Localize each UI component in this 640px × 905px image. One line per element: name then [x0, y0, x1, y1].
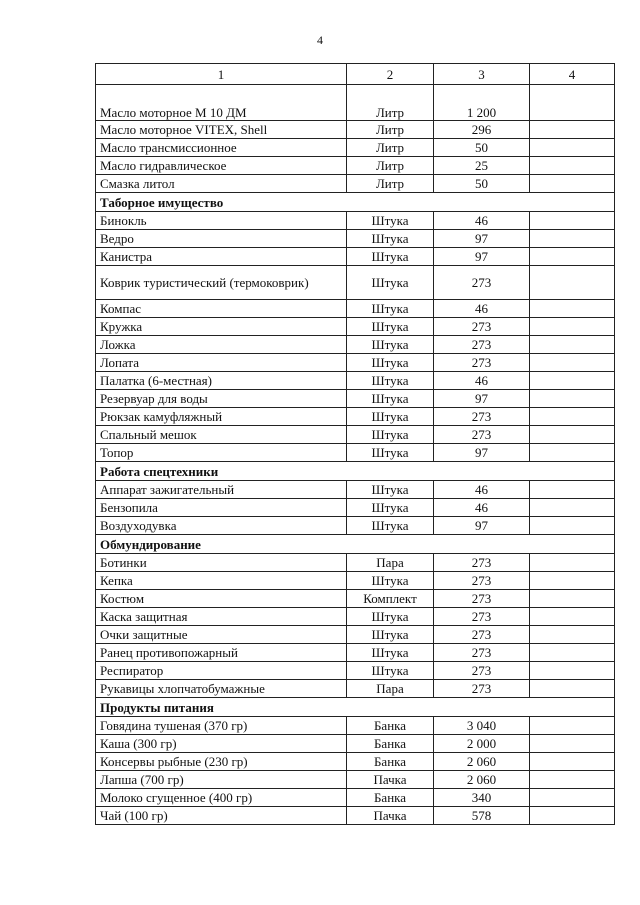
table-row — [96, 626, 615, 644]
item-unit-cell: Банка — [347, 717, 434, 735]
item-unit-cell: Литр — [347, 175, 434, 193]
item-unit-cell: Штука — [347, 372, 434, 390]
table-row — [96, 662, 615, 680]
item-unit-cell: Литр — [347, 121, 434, 139]
item-unit-cell: Пара — [347, 554, 434, 572]
table-row — [96, 121, 615, 139]
item-unit-cell: Штука — [347, 499, 434, 517]
item-unit-cell: Штука — [347, 212, 434, 230]
item-name-cell: Респиратор — [96, 662, 347, 680]
table-row — [96, 444, 615, 462]
item-name-cell: Компас — [96, 300, 347, 318]
item-unit-cell: Штука — [347, 572, 434, 590]
item-quantity-cell: 1 200 — [434, 85, 530, 121]
item-quantity-cell: 46 — [434, 372, 530, 390]
table-row — [96, 789, 615, 807]
item-unit-cell: Штука — [347, 444, 434, 462]
item-unit-cell: Комплект — [347, 590, 434, 608]
item-note-cell — [530, 499, 615, 517]
table-row — [96, 230, 615, 248]
item-note-cell — [530, 300, 615, 318]
item-name-cell: Ранец противопожарный — [96, 644, 347, 662]
item-quantity-cell: 273 — [434, 354, 530, 372]
item-note-cell — [530, 230, 615, 248]
item-unit-cell: Штука — [347, 390, 434, 408]
table-row — [96, 753, 615, 771]
item-unit-cell: Пара — [347, 680, 434, 698]
item-unit-cell: Штука — [347, 230, 434, 248]
item-note-cell — [530, 662, 615, 680]
item-name-cell: Ведро — [96, 230, 347, 248]
item-note-cell — [530, 372, 615, 390]
section-row — [96, 535, 615, 554]
item-name-cell: Каска защитная — [96, 608, 347, 626]
item-unit-cell: Штука — [347, 662, 434, 680]
item-name-cell: Кружка — [96, 318, 347, 336]
item-name-cell: Лопата — [96, 354, 347, 372]
item-unit-cell: Штука — [347, 517, 434, 535]
item-quantity-cell: 2 060 — [434, 771, 530, 789]
table-row — [96, 771, 615, 789]
table-row — [96, 318, 615, 336]
section-row — [96, 193, 615, 212]
item-quantity-cell: 97 — [434, 444, 530, 462]
table-row — [96, 735, 615, 753]
item-note-cell — [530, 426, 615, 444]
item-note-cell — [530, 139, 615, 157]
item-quantity-cell: 97 — [434, 230, 530, 248]
item-note-cell — [530, 408, 615, 426]
section-row — [96, 462, 615, 481]
item-unit-cell: Штука — [347, 608, 434, 626]
item-unit-cell: Литр — [347, 157, 434, 175]
item-name-cell: Лапша (700 гр) — [96, 771, 347, 789]
item-note-cell — [530, 248, 615, 266]
item-quantity-cell: 340 — [434, 789, 530, 807]
item-quantity-cell: 273 — [434, 590, 530, 608]
item-name-cell: Чай (100 гр) — [96, 807, 347, 825]
item-unit-cell: Штука — [347, 644, 434, 662]
section-title: Обмундирование — [96, 535, 615, 554]
item-note-cell — [530, 572, 615, 590]
item-note-cell — [530, 121, 615, 139]
item-quantity-cell: 273 — [434, 266, 530, 300]
section-title: Работа спецтехники — [96, 462, 615, 481]
item-quantity-cell: 273 — [434, 680, 530, 698]
table-row — [96, 608, 615, 626]
item-note-cell — [530, 789, 615, 807]
item-note-cell — [530, 175, 615, 193]
item-quantity-cell: 97 — [434, 248, 530, 266]
item-name-cell: Смазка литол — [96, 175, 347, 193]
table-row — [96, 554, 615, 572]
item-note-cell — [530, 517, 615, 535]
column-header-3: 3 — [434, 64, 530, 85]
item-name-cell: Палатка (6-местная) — [96, 372, 347, 390]
item-quantity-cell: 273 — [434, 318, 530, 336]
table-row — [96, 248, 615, 266]
item-name-cell: Рукавицы хлопчатобумажные — [96, 680, 347, 698]
table-row — [96, 300, 615, 318]
item-name-cell: Масло моторное М 10 ДМ — [96, 85, 347, 121]
item-note-cell — [530, 608, 615, 626]
section-title: Продукты питания — [96, 698, 615, 717]
item-name-cell: Канистра — [96, 248, 347, 266]
item-name-cell: Бинокль — [96, 212, 347, 230]
item-unit-cell: Штука — [347, 354, 434, 372]
column-header-4: 4 — [530, 64, 615, 85]
section-title: Таборное имущество — [96, 193, 615, 212]
table-row — [96, 590, 615, 608]
item-unit-cell: Банка — [347, 789, 434, 807]
item-note-cell — [530, 807, 615, 825]
item-name-cell: Консервы рыбные (230 гр) — [96, 753, 347, 771]
table-body — [96, 64, 615, 825]
item-name-cell: Кепка — [96, 572, 347, 590]
item-quantity-cell: 46 — [434, 481, 530, 499]
item-note-cell — [530, 644, 615, 662]
item-name-cell: Аппарат зажигательный — [96, 481, 347, 499]
item-note-cell — [530, 753, 615, 771]
item-quantity-cell: 273 — [434, 644, 530, 662]
table-row — [96, 372, 615, 390]
item-unit-cell: Литр — [347, 85, 434, 121]
item-note-cell — [530, 390, 615, 408]
table-row — [96, 481, 615, 499]
item-quantity-cell: 46 — [434, 499, 530, 517]
item-name-cell: Ложка — [96, 336, 347, 354]
item-unit-cell: Банка — [347, 735, 434, 753]
item-name-cell: Рюкзак камуфляжный — [96, 408, 347, 426]
item-note-cell — [530, 444, 615, 462]
table-row — [96, 517, 615, 535]
table-row — [96, 212, 615, 230]
item-quantity-cell: 2 000 — [434, 735, 530, 753]
table-row — [96, 139, 615, 157]
item-name-cell: Ботинки — [96, 554, 347, 572]
item-quantity-cell: 273 — [434, 662, 530, 680]
item-name-cell: Коврик туристический (термоковрик) — [96, 266, 347, 300]
item-name-cell: Бензопила — [96, 499, 347, 517]
item-quantity-cell: 46 — [434, 212, 530, 230]
item-note-cell — [530, 735, 615, 753]
item-quantity-cell: 296 — [434, 121, 530, 139]
item-quantity-cell: 578 — [434, 807, 530, 825]
item-name-cell: Масло трансмиссионное — [96, 139, 347, 157]
item-unit-cell: Пачка — [347, 807, 434, 825]
table-row — [96, 680, 615, 698]
item-note-cell — [530, 626, 615, 644]
item-unit-cell: Штука — [347, 318, 434, 336]
item-unit-cell: Штука — [347, 481, 434, 499]
item-quantity-cell: 2 060 — [434, 753, 530, 771]
table-row — [96, 266, 615, 300]
item-unit-cell: Штука — [347, 248, 434, 266]
table-row — [96, 175, 615, 193]
item-note-cell — [530, 354, 615, 372]
table-row — [96, 644, 615, 662]
item-quantity-cell: 97 — [434, 390, 530, 408]
page-number: 4 — [317, 33, 323, 47]
item-quantity-cell: 273 — [434, 608, 530, 626]
column-header-1: 1 — [96, 64, 347, 85]
item-unit-cell: Штука — [347, 408, 434, 426]
item-name-cell: Молоко сгущенное (400 гр) — [96, 789, 347, 807]
table-row — [96, 354, 615, 372]
table-row — [96, 408, 615, 426]
table-row — [96, 807, 615, 825]
item-quantity-cell: 97 — [434, 517, 530, 535]
item-unit-cell: Штука — [347, 426, 434, 444]
item-unit-cell: Штука — [347, 336, 434, 354]
item-note-cell — [530, 212, 615, 230]
item-name-cell: Масло моторное VITEX, Shell — [96, 121, 347, 139]
column-header-2: 2 — [347, 64, 434, 85]
item-name-cell: Очки защитные — [96, 626, 347, 644]
item-note-cell — [530, 717, 615, 735]
item-note-cell — [530, 481, 615, 499]
table-row — [96, 85, 615, 121]
header-row — [96, 64, 615, 85]
item-note-cell — [530, 318, 615, 336]
item-name-cell: Спальный мешок — [96, 426, 347, 444]
item-quantity-cell: 3 040 — [434, 717, 530, 735]
item-quantity-cell: 273 — [434, 626, 530, 644]
table-row — [96, 426, 615, 444]
table-row — [96, 336, 615, 354]
item-unit-cell: Штука — [347, 626, 434, 644]
item-note-cell — [530, 266, 615, 300]
item-quantity-cell: 50 — [434, 139, 530, 157]
table-row — [96, 572, 615, 590]
item-name-cell: Каша (300 гр) — [96, 735, 347, 753]
item-note-cell — [530, 771, 615, 789]
item-quantity-cell: 50 — [434, 175, 530, 193]
table-row — [96, 390, 615, 408]
item-quantity-cell: 273 — [434, 572, 530, 590]
item-note-cell — [530, 590, 615, 608]
item-quantity-cell: 25 — [434, 157, 530, 175]
item-quantity-cell: 273 — [434, 408, 530, 426]
item-quantity-cell: 273 — [434, 336, 530, 354]
item-name-cell: Воздуходувка — [96, 517, 347, 535]
item-note-cell — [530, 554, 615, 572]
item-name-cell: Масло гидравлическое — [96, 157, 347, 175]
item-quantity-cell: 46 — [434, 300, 530, 318]
item-note-cell — [530, 680, 615, 698]
item-name-cell: Говядина тушеная (370 гр) — [96, 717, 347, 735]
item-quantity-cell: 273 — [434, 554, 530, 572]
item-name-cell: Костюм — [96, 590, 347, 608]
item-name-cell: Резервуар для воды — [96, 390, 347, 408]
section-row — [96, 698, 615, 717]
item-unit-cell: Литр — [347, 139, 434, 157]
item-note-cell — [530, 157, 615, 175]
item-unit-cell: Банка — [347, 753, 434, 771]
item-unit-cell: Пачка — [347, 771, 434, 789]
table-row — [96, 717, 615, 735]
item-quantity-cell: 273 — [434, 426, 530, 444]
table-row — [96, 499, 615, 517]
item-note-cell — [530, 336, 615, 354]
item-note-cell — [530, 85, 615, 121]
table-row — [96, 157, 615, 175]
inventory-table — [95, 63, 615, 825]
item-name-cell: Топор — [96, 444, 347, 462]
item-unit-cell: Штука — [347, 266, 434, 300]
item-unit-cell: Штука — [347, 300, 434, 318]
